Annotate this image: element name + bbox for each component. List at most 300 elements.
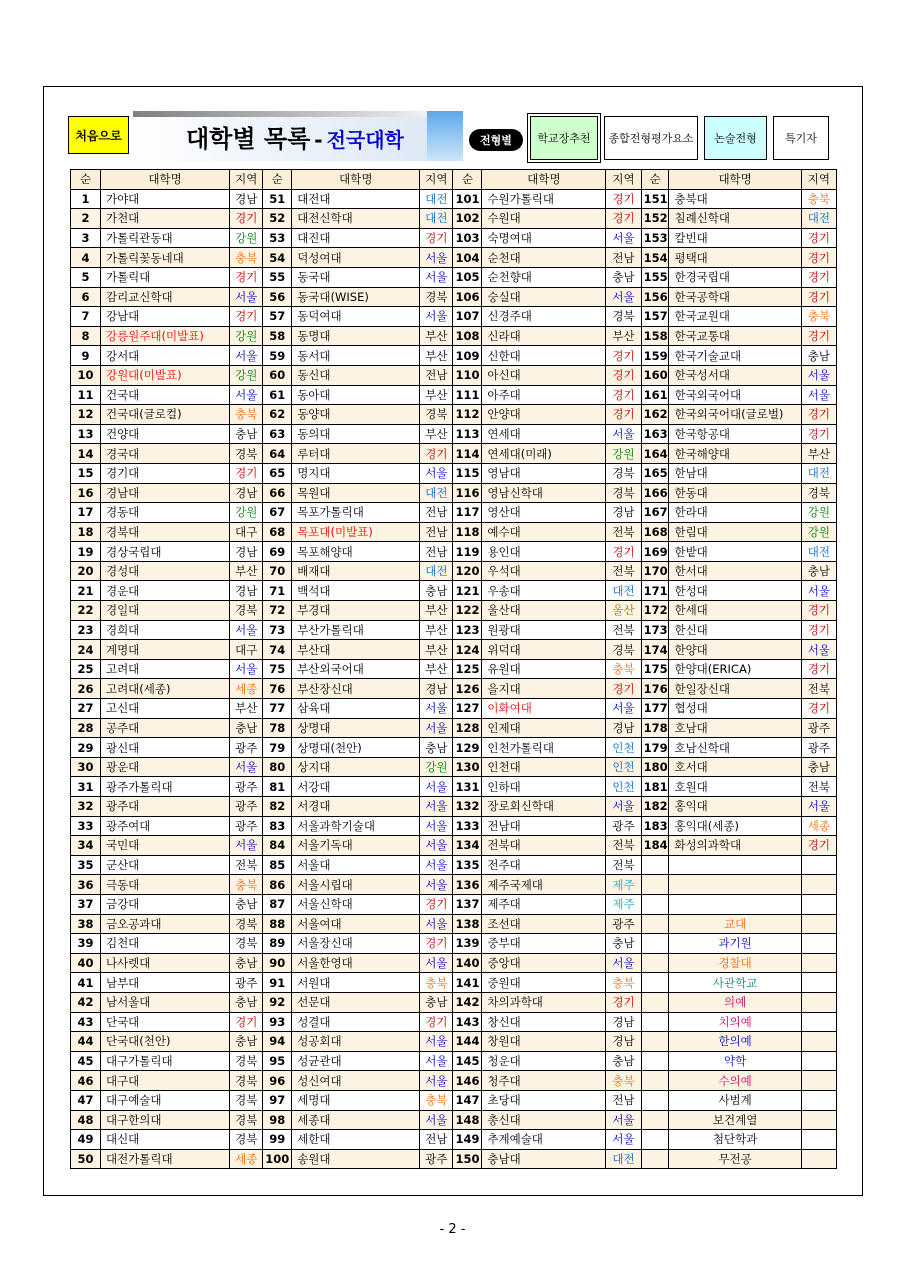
university-name[interactable]: 서강대 — [292, 777, 420, 797]
university-name[interactable]: 인천대 — [482, 757, 606, 777]
university-name[interactable]: 영남대 — [482, 463, 606, 483]
university-name[interactable]: 가톨릭대 — [100, 267, 229, 287]
university-name[interactable]: 대전대 — [292, 189, 420, 209]
university-name[interactable]: 을지대 — [482, 679, 606, 699]
university-name[interactable]: 단국대 — [100, 1012, 229, 1032]
special-category[interactable]: 사범계 — [669, 1090, 801, 1110]
table-row — [71, 1110, 837, 1130]
university-name[interactable]: 추계예술대 — [482, 1130, 606, 1150]
university-name[interactable]: 남서울대 — [100, 992, 229, 1012]
university-name[interactable]: 한국교통대 — [669, 326, 801, 346]
university-name[interactable]: 제주국제대 — [482, 875, 606, 895]
university-name[interactable]: 용인대 — [482, 542, 606, 562]
university-name[interactable]: 건국대(글로컬) — [100, 405, 229, 425]
region: 서울 — [420, 777, 453, 797]
university-name[interactable]: 고려대(세종) — [100, 679, 229, 699]
university-name[interactable]: 한성대 — [669, 581, 801, 601]
header-number: 순 — [71, 170, 101, 190]
region: 서울 — [801, 640, 836, 660]
university-name[interactable]: 연세대 — [482, 424, 606, 444]
university-name[interactable]: 동덕여대 — [292, 307, 420, 327]
university-name[interactable]: 강릉원주대(미발표) — [100, 326, 229, 346]
university-name[interactable]: 경성대 — [100, 561, 229, 581]
university-name[interactable]: 상명대(천안) — [292, 738, 420, 758]
university-name[interactable]: 한밭대 — [669, 542, 801, 562]
university-name[interactable]: 상지대 — [292, 757, 420, 777]
region: 경기 — [230, 1012, 263, 1032]
university-name[interactable]: 나사렛대 — [100, 953, 229, 973]
university-name[interactable]: 아주대 — [482, 385, 606, 405]
empty-cell — [801, 1032, 836, 1052]
special-category[interactable]: 약학 — [669, 1051, 801, 1071]
university-name[interactable]: 가천대 — [100, 209, 229, 229]
region: 대전 — [420, 483, 453, 503]
university-name[interactable]: 가야대 — [100, 189, 229, 209]
university-name[interactable]: 대구가톨릭대 — [100, 1051, 229, 1071]
university-name[interactable]: 장로회신학대 — [482, 797, 606, 817]
university-name[interactable]: 우송대 — [482, 581, 606, 601]
region: 충남 — [801, 561, 836, 581]
type-button-school-recommend[interactable]: 학교장추천 — [530, 116, 598, 160]
university-name[interactable]: 가톨릭꽃동네대 — [100, 248, 229, 268]
university-name[interactable]: 경동대 — [100, 503, 229, 523]
university-name[interactable]: 선문대 — [292, 992, 420, 1012]
university-name[interactable]: 대구한의대 — [100, 1110, 229, 1130]
university-name[interactable]: 한동대 — [669, 483, 801, 503]
university-name[interactable]: 총신대 — [482, 1110, 606, 1130]
region: 서울 — [230, 287, 263, 307]
row-number: 21 — [71, 581, 101, 601]
university-name[interactable]: 신한대 — [482, 346, 606, 366]
row-number: 128 — [453, 718, 482, 738]
university-name[interactable]: 배재대 — [292, 561, 420, 581]
empty-cell — [801, 1051, 836, 1071]
special-category[interactable]: 첨단학과 — [669, 1130, 801, 1150]
home-button[interactable]: 처음으로 — [68, 116, 129, 154]
university-name[interactable]: 울산대 — [482, 601, 606, 621]
university-name[interactable]: 가톨릭관동대 — [100, 228, 229, 248]
university-name[interactable]: 신경주대 — [482, 307, 606, 327]
university-name[interactable]: 송원대 — [292, 1149, 420, 1169]
university-name[interactable]: 초당대 — [482, 1090, 606, 1110]
region: 대전 — [801, 542, 836, 562]
university-name[interactable]: 원광대 — [482, 620, 606, 640]
empty-cell — [669, 894, 801, 914]
row-number: 90 — [263, 953, 292, 973]
university-name[interactable]: 동명대 — [292, 326, 420, 346]
special-category[interactable]: 한의예 — [669, 1032, 801, 1052]
row-number: 45 — [71, 1051, 101, 1071]
university-name[interactable]: 강서대 — [100, 346, 229, 366]
type-button-comprehensive[interactable]: 종합전형평가요소 — [604, 116, 698, 160]
university-name[interactable]: 상명대 — [292, 718, 420, 738]
university-name[interactable]: 경일대 — [100, 601, 229, 621]
header-region: 지역 — [606, 170, 641, 190]
type-button-essay[interactable]: 논술전형 — [704, 116, 767, 160]
region: 충남 — [230, 1032, 263, 1052]
university-name[interactable]: 한일장신대 — [669, 679, 801, 699]
university-name[interactable]: 성공회대 — [292, 1032, 420, 1052]
university-name[interactable]: 동양대 — [292, 405, 420, 425]
university-name[interactable]: 한국항공대 — [669, 424, 801, 444]
university-name[interactable]: 부산장신대 — [292, 679, 420, 699]
university-name[interactable]: 한국해양대 — [669, 444, 801, 464]
row-number: 152 — [641, 209, 669, 229]
university-name[interactable]: 금강대 — [100, 894, 229, 914]
university-name[interactable]: 제주대 — [482, 894, 606, 914]
region: 경기 — [801, 699, 836, 719]
university-name[interactable]: 예수대 — [482, 522, 606, 542]
region: 전남 — [420, 503, 453, 523]
university-name[interactable]: 침례신학대 — [669, 209, 801, 229]
university-name[interactable]: 덕성여대 — [292, 248, 420, 268]
row-number: 73 — [263, 620, 292, 640]
university-name[interactable]: 동신대 — [292, 365, 420, 385]
row-number: 47 — [71, 1090, 101, 1110]
university-name[interactable]: 동아대 — [292, 385, 420, 405]
university-name[interactable]: 경기대 — [100, 463, 229, 483]
university-name[interactable]: 감리교신학대 — [100, 287, 229, 307]
university-name[interactable]: 청운대 — [482, 1051, 606, 1071]
row-number: 36 — [71, 875, 101, 895]
university-name[interactable]: 호남대 — [669, 718, 801, 738]
special-category[interactable]: 수의예 — [669, 1071, 801, 1091]
region: 경남 — [230, 542, 263, 562]
region: 경기 — [801, 405, 836, 425]
row-number: 94 — [263, 1032, 292, 1052]
university-name[interactable]: 충남대 — [482, 1149, 606, 1169]
row-number: 7 — [71, 307, 101, 327]
header-number: 순 — [453, 170, 482, 190]
university-name[interactable]: 광주가톨릭대 — [100, 777, 229, 797]
university-name[interactable]: 호남신학대 — [669, 738, 801, 758]
university-name[interactable]: 서울신학대 — [292, 894, 420, 914]
region: 서울 — [230, 836, 263, 856]
university-name[interactable]: 경남대 — [100, 483, 229, 503]
university-name[interactable]: 홍익대(세종) — [669, 816, 801, 836]
university-name[interactable]: 동국대 — [292, 267, 420, 287]
university-name[interactable]: 서울기독대 — [292, 836, 420, 856]
row-number: 40 — [71, 953, 101, 973]
region: 서울 — [420, 699, 453, 719]
university-name[interactable]: 남부대 — [100, 973, 229, 993]
region: 서울 — [420, 816, 453, 836]
region: 경기 — [801, 287, 836, 307]
university-name[interactable]: 한국공학대 — [669, 287, 801, 307]
special-category[interactable]: 의예 — [669, 992, 801, 1012]
region: 전북 — [230, 855, 263, 875]
university-name[interactable]: 서울대 — [292, 855, 420, 875]
university-name[interactable]: 부산외국어대 — [292, 659, 420, 679]
university-name[interactable]: 중원대 — [482, 973, 606, 993]
table-row — [71, 875, 837, 895]
table-row — [71, 307, 837, 327]
row-number: 132 — [453, 797, 482, 817]
row-number: 70 — [263, 561, 292, 581]
university-name[interactable]: 삼육대 — [292, 699, 420, 719]
university-name[interactable]: 연세대(미래) — [482, 444, 606, 464]
table-row — [71, 1130, 837, 1150]
university-name[interactable]: 단국대(천안) — [100, 1032, 229, 1052]
university-name[interactable]: 한남대 — [669, 463, 801, 483]
university-name[interactable]: 안양대 — [482, 405, 606, 425]
row-number: 69 — [263, 542, 292, 562]
university-name[interactable]: 한국기술교대 — [669, 346, 801, 366]
university-name[interactable]: 한국외국어대(글로벌) — [669, 405, 801, 425]
empty-cell — [801, 1149, 836, 1169]
university-name[interactable]: 인하대 — [482, 777, 606, 797]
region: 경북 — [230, 1071, 263, 1091]
university-name[interactable]: 부경대 — [292, 601, 420, 621]
university-name[interactable]: 한경국립대 — [669, 267, 801, 287]
region: 부산 — [420, 601, 453, 621]
university-name[interactable]: 한국성서대 — [669, 365, 801, 385]
university-name[interactable]: 위덕대 — [482, 640, 606, 660]
table-row — [71, 228, 837, 248]
university-name[interactable]: 루터대 — [292, 444, 420, 464]
table-row — [71, 248, 837, 268]
university-name[interactable]: 신라대 — [482, 326, 606, 346]
table-row — [71, 620, 837, 640]
university-name[interactable]: 충북대 — [669, 189, 801, 209]
region: 대전 — [606, 581, 641, 601]
row-number: 137 — [453, 894, 482, 914]
university-name[interactable]: 고려대 — [100, 659, 229, 679]
type-button-special-talent[interactable]: 특기자 — [773, 116, 829, 160]
region: 경기 — [801, 326, 836, 346]
university-name[interactable]: 극동대 — [100, 875, 229, 895]
empty-cell — [641, 1051, 669, 1071]
university-name[interactable]: 서울과학기술대 — [292, 816, 420, 836]
region: 전남 — [606, 248, 641, 268]
empty-cell — [801, 953, 836, 973]
university-name[interactable]: 홍익대 — [669, 797, 801, 817]
university-name[interactable]: 동국대(WISE) — [292, 287, 420, 307]
university-name[interactable]: 영남신학대 — [482, 483, 606, 503]
university-name[interactable]: 강원대(미발표) — [100, 365, 229, 385]
empty-cell — [641, 914, 669, 934]
region: 경기 — [801, 620, 836, 640]
university-name[interactable]: 대구대 — [100, 1071, 229, 1091]
table-row — [71, 1012, 837, 1032]
row-number: 86 — [263, 875, 292, 895]
university-name[interactable]: 수원가톨릭대 — [482, 189, 606, 209]
university-name[interactable]: 한서대 — [669, 561, 801, 581]
university-name[interactable]: 협성대 — [669, 699, 801, 719]
university-name[interactable]: 경운대 — [100, 581, 229, 601]
university-name[interactable]: 대진대 — [292, 228, 420, 248]
region: 서울 — [420, 1110, 453, 1130]
university-name[interactable]: 한림대 — [669, 522, 801, 542]
region: 경남 — [606, 718, 641, 738]
empty-cell — [801, 992, 836, 1012]
row-number: 160 — [641, 365, 669, 385]
university-name[interactable]: 군산대 — [100, 855, 229, 875]
row-number: 77 — [263, 699, 292, 719]
university-name[interactable]: 숙명여대 — [482, 228, 606, 248]
special-category[interactable]: 교대 — [669, 914, 801, 934]
university-name[interactable]: 고신대 — [100, 699, 229, 719]
university-name[interactable]: 한양대 — [669, 640, 801, 660]
region: 서울 — [230, 659, 263, 679]
region: 경기 — [801, 267, 836, 287]
row-number: 182 — [641, 797, 669, 817]
university-name[interactable]: 호원대 — [669, 777, 801, 797]
university-name[interactable]: 창신대 — [482, 1012, 606, 1032]
row-number: 24 — [71, 640, 101, 660]
row-number: 93 — [263, 1012, 292, 1032]
special-category[interactable]: 사관학교 — [669, 973, 801, 993]
university-name[interactable]: 서울시립대 — [292, 875, 420, 895]
university-name[interactable]: 평택대 — [669, 248, 801, 268]
row-number: 175 — [641, 659, 669, 679]
university-name[interactable]: 전주대 — [482, 855, 606, 875]
university-name[interactable]: 전북대 — [482, 836, 606, 856]
university-name[interactable]: 서울여대 — [292, 914, 420, 934]
row-number: 131 — [453, 777, 482, 797]
university-name[interactable]: 수원대 — [482, 209, 606, 229]
university-name[interactable]: 광주대 — [100, 797, 229, 817]
university-name[interactable]: 서원대 — [292, 973, 420, 993]
university-name[interactable]: 세명대 — [292, 1090, 420, 1110]
university-name[interactable]: 중부대 — [482, 934, 606, 954]
university-name[interactable]: 동의대 — [292, 424, 420, 444]
table-row — [71, 601, 837, 621]
university-name[interactable]: 한양대(ERICA) — [669, 659, 801, 679]
table-row — [71, 777, 837, 797]
university-name[interactable]: 김천대 — [100, 934, 229, 954]
university-name[interactable]: 조선대 — [482, 914, 606, 934]
university-name[interactable]: 영산대 — [482, 503, 606, 523]
row-number: 56 — [263, 287, 292, 307]
table-row — [71, 1051, 837, 1071]
university-name[interactable]: 인제대 — [482, 718, 606, 738]
row-number: 97 — [263, 1090, 292, 1110]
region: 인천 — [606, 777, 641, 797]
university-name[interactable]: 계명대 — [100, 640, 229, 660]
region: 부산 — [420, 620, 453, 640]
university-name[interactable]: 성신여대 — [292, 1071, 420, 1091]
university-name[interactable]: 명지대 — [292, 463, 420, 483]
university-name[interactable]: 백석대 — [292, 581, 420, 601]
region: 대구 — [230, 522, 263, 542]
university-name[interactable]: 건양대 — [100, 424, 229, 444]
university-name[interactable]: 금오공과대 — [100, 914, 229, 934]
university-name[interactable]: 서울장신대 — [292, 934, 420, 954]
university-name[interactable]: 대구예술대 — [100, 1090, 229, 1110]
university-name[interactable]: 호서대 — [669, 757, 801, 777]
university-name[interactable]: 성균관대 — [292, 1051, 420, 1071]
special-category[interactable]: 무전공 — [669, 1149, 801, 1169]
university-name[interactable]: 광신대 — [100, 738, 229, 758]
university-name[interactable]: 서경대 — [292, 797, 420, 817]
university-name[interactable]: 광주여대 — [100, 816, 229, 836]
university-name[interactable]: 차의과학대 — [482, 992, 606, 1012]
university-name[interactable]: 목원대 — [292, 483, 420, 503]
university-name[interactable]: 부산가톨릭대 — [292, 620, 420, 640]
row-number: 127 — [453, 699, 482, 719]
university-name[interactable]: 경상국립대 — [100, 542, 229, 562]
row-number: 92 — [263, 992, 292, 1012]
row-number: 87 — [263, 894, 292, 914]
university-name[interactable]: 한국외국어대 — [669, 385, 801, 405]
row-number: 96 — [263, 1071, 292, 1091]
university-name[interactable]: 화성의과학대 — [669, 836, 801, 856]
region: 강원 — [230, 228, 263, 248]
university-name[interactable]: 한국교원대 — [669, 307, 801, 327]
university-name[interactable]: 대전신학대 — [292, 209, 420, 229]
university-name[interactable]: 대신대 — [100, 1130, 229, 1150]
university-name[interactable]: 칼빈대 — [669, 228, 801, 248]
empty-cell — [641, 894, 669, 914]
university-name[interactable]: 목포대(미발표) — [292, 522, 420, 542]
row-number: 66 — [263, 483, 292, 503]
special-category[interactable]: 과기원 — [669, 934, 801, 954]
row-number: 105 — [453, 267, 482, 287]
row-number: 143 — [453, 1012, 482, 1032]
university-name[interactable]: 부산대 — [292, 640, 420, 660]
special-category[interactable]: 보건계열 — [669, 1110, 801, 1130]
row-number: 85 — [263, 855, 292, 875]
university-name[interactable]: 강남대 — [100, 307, 229, 327]
university-name[interactable]: 유원대 — [482, 659, 606, 679]
special-category[interactable]: 치의예 — [669, 1012, 801, 1032]
university-name[interactable]: 목포해양대 — [292, 542, 420, 562]
university-name[interactable]: 중앙대 — [482, 953, 606, 973]
row-number: 80 — [263, 757, 292, 777]
university-name[interactable]: 순천대 — [482, 248, 606, 268]
university-name[interactable]: 창원대 — [482, 1032, 606, 1052]
university-name[interactable]: 경희대 — [100, 620, 229, 640]
university-name[interactable]: 경국대 — [100, 444, 229, 464]
university-name[interactable]: 성결대 — [292, 1012, 420, 1032]
row-number: 64 — [263, 444, 292, 464]
university-name[interactable]: 한신대 — [669, 620, 801, 640]
university-name[interactable]: 아신대 — [482, 365, 606, 385]
university-name[interactable]: 순천향대 — [482, 267, 606, 287]
university-name[interactable]: 대전가톨릭대 — [100, 1149, 229, 1169]
university-name[interactable]: 이화여대 — [482, 699, 606, 719]
row-number: 3 — [71, 228, 101, 248]
row-number: 57 — [263, 307, 292, 327]
row-number: 46 — [71, 1071, 101, 1091]
university-name[interactable]: 청주대 — [482, 1071, 606, 1091]
university-name[interactable]: 공주대 — [100, 718, 229, 738]
university-name[interactable]: 광운대 — [100, 757, 229, 777]
university-name[interactable]: 우석대 — [482, 561, 606, 581]
university-name[interactable]: 숭실대 — [482, 287, 606, 307]
university-name[interactable]: 전남대 — [482, 816, 606, 836]
row-number: 65 — [263, 463, 292, 483]
row-number: 164 — [641, 444, 669, 464]
university-name[interactable]: 한세대 — [669, 601, 801, 621]
university-name[interactable]: 동서대 — [292, 346, 420, 366]
university-name[interactable]: 인천가톨릭대 — [482, 738, 606, 758]
university-name[interactable]: 국민대 — [100, 836, 229, 856]
university-name[interactable]: 서울한영대 — [292, 953, 420, 973]
special-category[interactable]: 경찰대 — [669, 953, 801, 973]
university-name[interactable]: 세한대 — [292, 1130, 420, 1150]
region: 부산 — [801, 444, 836, 464]
university-name[interactable]: 세종대 — [292, 1110, 420, 1130]
university-name[interactable]: 목포가톨릭대 — [292, 503, 420, 523]
university-name[interactable]: 한라대 — [669, 503, 801, 523]
university-name[interactable]: 건국대 — [100, 385, 229, 405]
table-row — [71, 1149, 837, 1169]
university-name[interactable]: 경북대 — [100, 522, 229, 542]
row-number: 179 — [641, 738, 669, 758]
table-row — [71, 581, 837, 601]
